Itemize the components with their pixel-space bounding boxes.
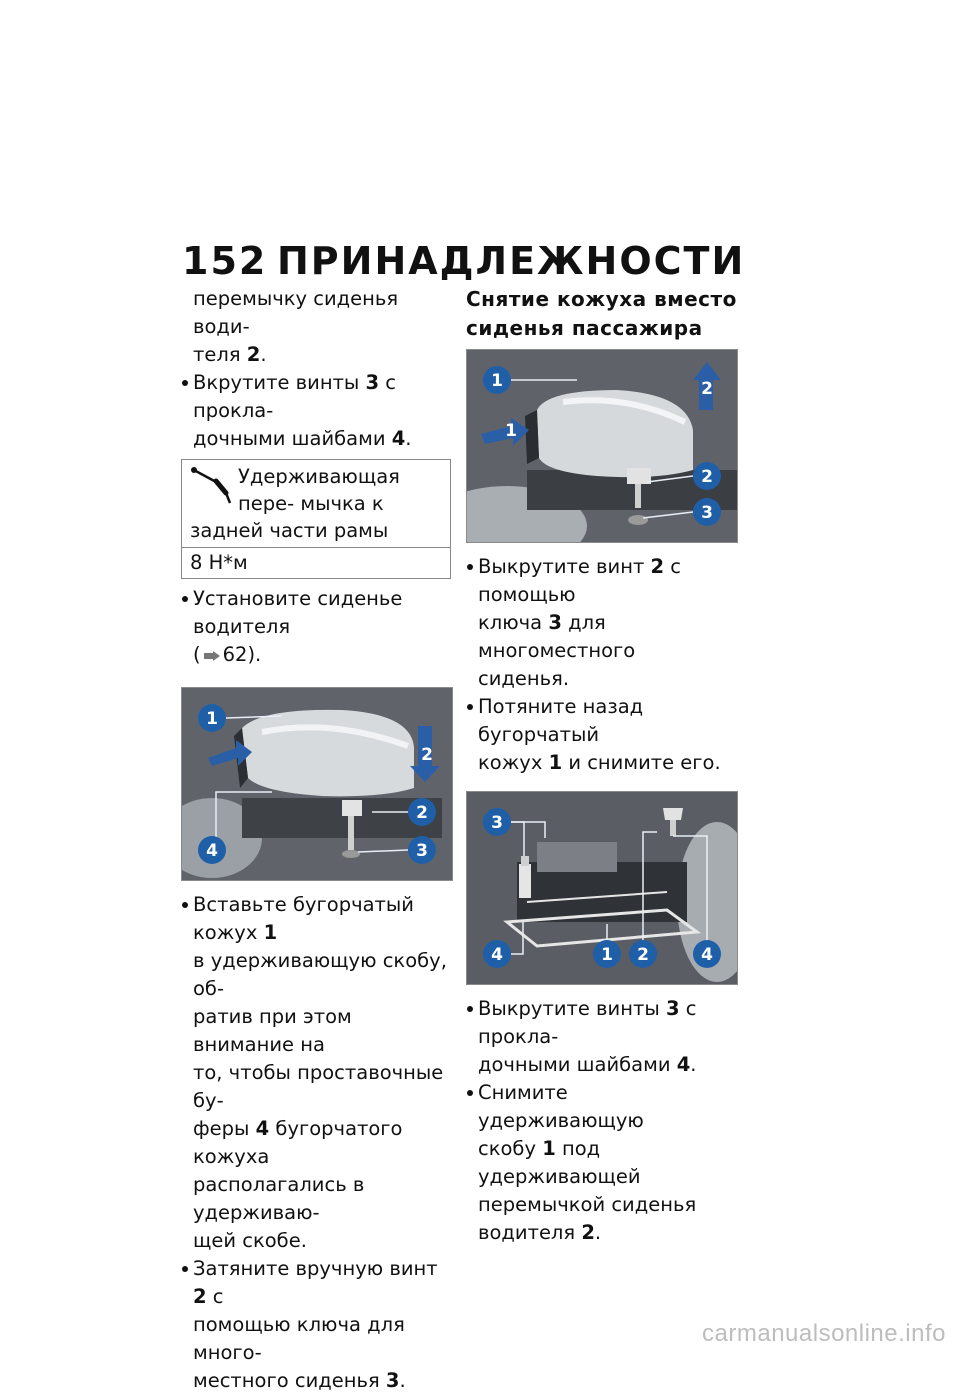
figure2-illustration xyxy=(467,350,737,542)
step-pull-back-cover: Потяните назад бугорчатый кожух 1 и снимите его. xyxy=(466,693,738,777)
torque-wrench-icon xyxy=(188,463,234,507)
ref-number: 2 xyxy=(246,343,261,366)
continued-text: перемычку сиденья води- теля 2. xyxy=(193,287,399,366)
svg-text:1: 1 xyxy=(206,709,218,729)
page-reference-arrow-icon xyxy=(204,651,220,661)
callout-1 xyxy=(593,940,621,968)
svg-text:3: 3 xyxy=(701,503,713,523)
step-insert-hump-cover: Вставьте бугорчатый кожух 1 в удерживающую скобу, об- ратив при этом внимание на то, чтобы проставочные бу- феры 4 бугорчатого кожуха располагались в удерживаю- щей скобе. xyxy=(181,891,453,1255)
svg-text:1: 1 xyxy=(505,421,517,441)
svg-text:1: 1 xyxy=(491,371,503,391)
svg-text:4: 4 xyxy=(701,945,713,965)
step-tighten-screw: Затяните вручную винт 2 с помощью ключа для много- местного сиденья 3. xyxy=(181,1255,453,1395)
svg-text:2: 2 xyxy=(416,803,428,823)
page-reference[interactable]: 62 xyxy=(222,643,248,666)
callout-3 xyxy=(693,498,721,526)
step-install-rider-seat: Установите сиденье водителя ( 62). xyxy=(181,585,453,669)
svg-text:2: 2 xyxy=(701,467,713,487)
figure-remove-holder-bracket xyxy=(466,791,738,985)
page-number: 152 xyxy=(182,239,268,283)
right-column xyxy=(466,285,738,1247)
callout-1 xyxy=(198,704,226,732)
step-remove-holder-bracket: Снимите удерживающую скобу 1 под удерживающей перемычкой сиденья водителя 2. xyxy=(466,1079,738,1247)
left-column xyxy=(181,285,453,1395)
svg-text:2: 2 xyxy=(701,379,713,399)
callout-2 xyxy=(629,940,657,968)
svg-text:3: 3 xyxy=(416,841,428,861)
step-unscrew-bolts: Выкрутите винты 3 с прокла- дочными шайбами 4. xyxy=(466,995,738,1079)
figure-remove-hump-cover xyxy=(466,349,738,543)
torque-description: Удерживающая пере- мычка к задней части рамы xyxy=(190,465,400,542)
torque-spec-box xyxy=(181,459,451,579)
svg-text:2: 2 xyxy=(421,745,433,765)
section-heading: Снятие кожуха вместо сиденья пассажира xyxy=(466,287,737,340)
watermark: carmanualsonline.info xyxy=(702,1320,946,1347)
svg-text:1: 1 xyxy=(601,945,613,965)
callout-2 xyxy=(408,798,436,826)
figure3-illustration xyxy=(467,792,737,984)
torque-value: 8 Н*м xyxy=(182,547,450,578)
callout-1 xyxy=(483,366,511,394)
callout-4-left xyxy=(483,940,511,968)
callout-3 xyxy=(483,808,511,836)
callout-4-right xyxy=(693,940,721,968)
svg-text:2: 2 xyxy=(637,945,649,965)
step-unscrew-screw: Выкрутите винт 2 с помощью ключа 3 для многоместного сиденья. xyxy=(466,553,738,693)
callout-2 xyxy=(693,462,721,490)
page-title: ПРИНАДЛЕЖНОСТИ xyxy=(277,239,746,283)
figure-install-hump-cover xyxy=(181,687,453,881)
cont-line1: перемычку сиденья води- xyxy=(193,287,399,338)
callout-3 xyxy=(408,836,436,864)
svg-text:3: 3 xyxy=(491,813,503,833)
svg-text:4: 4 xyxy=(206,841,218,861)
step-screw-in-bolts: Вкрутите винты 3 с прокла- дочными шайбами 4. xyxy=(181,369,453,453)
callout-4 xyxy=(198,836,226,864)
callout-1-arrow xyxy=(505,421,517,441)
callout-2-arrow xyxy=(421,745,433,765)
svg-text:4: 4 xyxy=(491,945,503,965)
figure1-illustration xyxy=(182,688,452,880)
callout-2-arrow xyxy=(701,379,713,399)
